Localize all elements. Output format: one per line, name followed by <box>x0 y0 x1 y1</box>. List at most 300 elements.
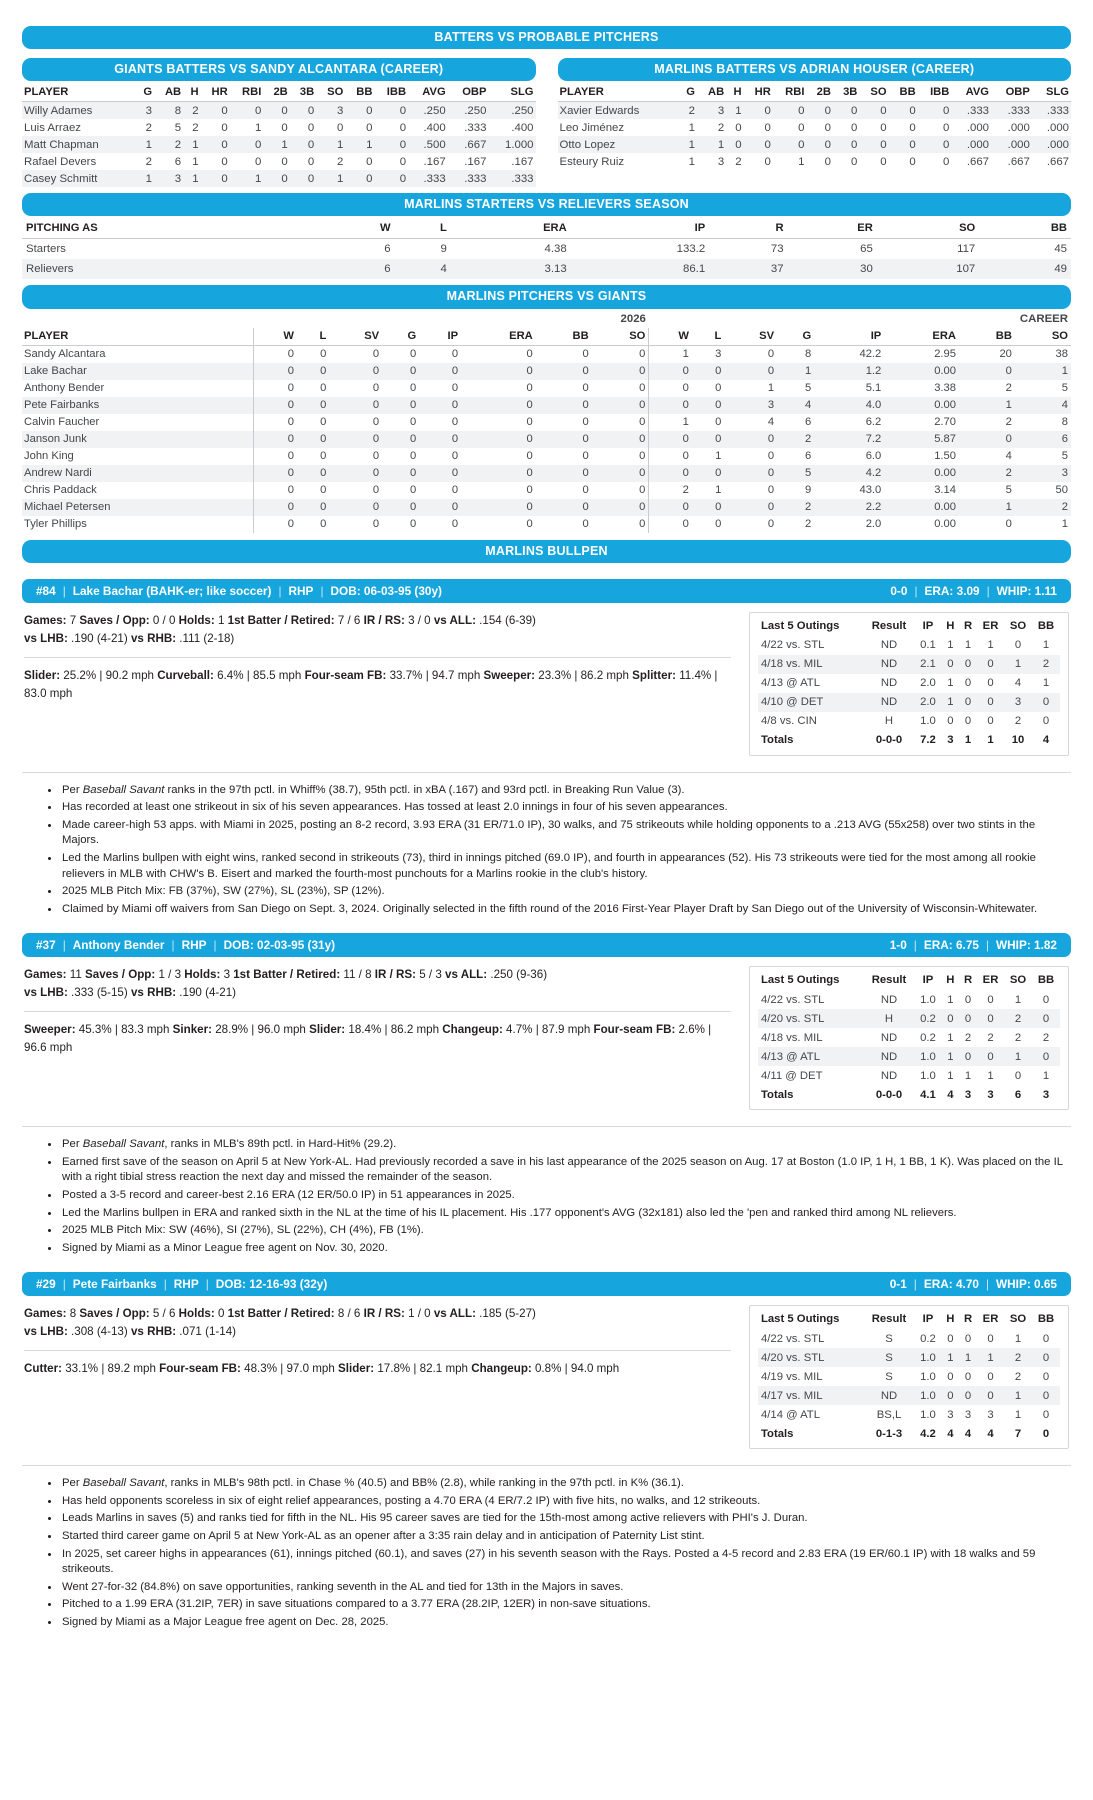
row-label: Esteury Ruiz <box>559 155 625 168</box>
player-note: • Pitched to a 1.99 ERA (31.2IP, 7ER) in save situations compared to a 3.77 ERA (28.2IP, 12ER) in non-save situations. <box>60 1597 1071 1613</box>
stat-cell: 2.95 <box>934 348 956 360</box>
stat-cell: 0 <box>880 138 887 151</box>
stat-cell: 0 <box>307 104 315 117</box>
stat-cell: 6 <box>804 416 812 428</box>
stat-cell: 0 <box>1042 993 1050 1006</box>
stat-cell: 3 <box>947 1408 954 1421</box>
column-header: ERA <box>932 330 956 342</box>
column-header: H <box>733 86 742 99</box>
table-row <box>22 380 1071 397</box>
stat-cell: 0.2 <box>920 1012 936 1025</box>
stat-cell: 0 <box>526 501 533 513</box>
stat-cell: 0 <box>851 121 858 134</box>
stat-cell: 0 <box>1005 433 1012 445</box>
column-header: SO <box>1009 1313 1027 1326</box>
stat-cell: 1 <box>987 1351 994 1364</box>
stat-cell: 5 <box>1005 484 1012 496</box>
column-header: SLG <box>510 86 534 99</box>
stat-cell: 1 <box>1005 501 1012 513</box>
row-label: 4/22 vs. STL <box>761 1332 825 1345</box>
stat-cell: 1 <box>798 155 805 168</box>
player-whip: WHIP: 1.82 <box>996 938 1057 953</box>
stat-cell: 0 <box>649 397 692 414</box>
column-header: AVG <box>965 86 989 99</box>
column-header: Result <box>871 619 907 632</box>
stat-cell: 0 <box>254 363 297 380</box>
stat-cell: 1.0 <box>920 1370 936 1383</box>
stat-cell: 0 <box>582 501 589 513</box>
stat-cell: 0 <box>987 658 994 671</box>
splits-line-primary: Games: 8 Saves / Opp: 5 / 6 Holds: 0 1st Batter / Retired: 8 / 6 IR / RS: 1 / 0 vs ALL: .185 (5-27) <box>24 1307 536 1321</box>
player-record: 1-0 <box>889 938 907 953</box>
stat-cell: 0 <box>320 382 327 394</box>
stat-cell: 0.00 <box>934 501 956 513</box>
stat-cell: 1 <box>688 121 695 134</box>
table-row <box>758 1028 1060 1047</box>
pitch-mix-line: Slider: 25.2% | 90.2 mph Curveball: 6.4% | 85.5 mph Four-seam FB: 33.7% | 94.7 mph Sweeper: 23.3% | 86.2 mph Splitter: 11.4% | 83.0 mph <box>24 668 718 700</box>
bullpen-player-cards <box>22 579 1071 1631</box>
row-label: 4/14 @ ATL <box>761 1408 820 1421</box>
table-header-row <box>758 616 1060 636</box>
stat-cell: 0 <box>947 715 954 728</box>
stat-cell: 0 <box>254 499 297 516</box>
stat-cell: 0 <box>639 433 646 445</box>
stat-cell: 0 <box>767 450 775 462</box>
marlins-batters-title: MARLINS BATTERS VS ADRIAN HOUSER (CAREER) <box>558 58 1072 81</box>
stat-cell: ND <box>880 677 898 690</box>
stat-cell: 0 <box>1042 1370 1050 1383</box>
column-header: 3B <box>843 86 858 99</box>
giants-batters-title: GIANTS BATTERS VS SANDY ALCANTARA (CAREER) <box>22 58 536 81</box>
stat-cell: 0 <box>909 104 916 117</box>
stat-cell: 0 <box>307 121 315 134</box>
table-row <box>22 414 1071 431</box>
table-header-row <box>758 970 1060 990</box>
stat-cell: 0 <box>254 465 297 482</box>
pitch-mix-line: Cutter: 33.1% | 89.2 mph Four-seam FB: 48.3% | 97.0 mph Slider: 17.8% | 82.1 mph Changeup: 0.8% | 94.0 mph <box>24 1362 620 1376</box>
stat-cell: 0 <box>320 467 327 479</box>
player-note: • Posted a 3-5 record and career-best 2.16 ERA (12 ER/50.0 IP) in 51 appearances in 2025. <box>60 1188 1071 1204</box>
stat-cell: 0 <box>649 516 692 533</box>
stat-cell: 6 <box>384 263 391 276</box>
stat-cell: 4.38 <box>544 243 567 256</box>
player-card-header <box>22 933 1071 957</box>
stat-cell: 5.1 <box>865 382 882 394</box>
stat-cell: 0 <box>715 501 722 513</box>
stat-cell: 0 <box>639 399 646 411</box>
stat-cell: 0 <box>909 121 916 134</box>
player-notes-list <box>60 783 1071 918</box>
stat-cell: 2 <box>336 155 344 168</box>
row-label: Xavier Edwards <box>559 104 640 117</box>
stat-cell: 0 <box>320 450 327 462</box>
stat-cell: 2 <box>1005 467 1012 479</box>
stat-cell: 0 <box>451 416 459 428</box>
stat-cell: 43.0 <box>859 484 882 496</box>
stat-cell: 0 <box>254 104 262 117</box>
row-label: Rafael Devers <box>24 155 97 168</box>
stat-cell: .250 <box>511 104 534 117</box>
stat-cell: 0 <box>735 121 742 134</box>
stat-cell: 0 <box>582 518 589 530</box>
stat-cell: 1 <box>964 1069 972 1082</box>
stat-cell: 3 <box>174 172 182 185</box>
column-header: IBB <box>930 86 950 99</box>
stat-cell: 1 <box>192 138 199 151</box>
stat-cell: 1 <box>192 172 199 185</box>
stat-cell: 3 <box>717 155 725 168</box>
totals-cell: 4 <box>1032 731 1060 750</box>
stat-cell: 0 <box>320 399 327 411</box>
player-note: • Signed by Miami as a Major League free agent on Dec. 28, 2025. <box>60 1615 1071 1631</box>
column-header: R <box>963 974 973 987</box>
player-splits <box>24 1305 731 1449</box>
stat-cell: 0 <box>582 382 589 394</box>
totals-cell: 3 <box>942 731 960 750</box>
column-header: Last 5 Outings <box>761 974 840 987</box>
outings-totals-row <box>758 1085 1060 1104</box>
stat-cell: BS,L <box>876 1408 902 1421</box>
stat-cell: 3 <box>145 104 153 117</box>
row-label: Relievers <box>26 263 74 276</box>
row-label: 4/18 vs. MIL <box>761 1031 823 1044</box>
player-card-body <box>22 603 1071 756</box>
stat-cell: .333 <box>966 104 989 117</box>
stat-cell: 1 <box>1042 1069 1050 1082</box>
stat-cell: 0 <box>582 433 589 445</box>
stat-cell: 0 <box>639 365 646 377</box>
table-row <box>758 712 1060 731</box>
column-header: ERA <box>509 330 533 342</box>
stat-cell: 2 <box>145 155 153 168</box>
stat-cell: 1 <box>804 365 812 377</box>
stat-cell: 2 <box>735 155 742 168</box>
column-header: SO <box>870 86 887 99</box>
stat-cell: 0 <box>1014 1069 1022 1082</box>
stat-cell: 0.2 <box>920 1332 936 1345</box>
stat-cell: 0 <box>851 138 858 151</box>
stat-cell: 0 <box>582 365 589 377</box>
stat-cell: 1 <box>717 138 725 151</box>
stat-cell: 0 <box>451 433 459 445</box>
table-row <box>758 1405 1060 1424</box>
table-row <box>758 1367 1060 1386</box>
row-label: Chris Paddack <box>24 484 97 496</box>
table-row <box>758 1386 1060 1405</box>
stat-cell: .167 <box>423 155 446 168</box>
stat-cell: 0 <box>526 348 533 360</box>
row-label: 4/18 vs. MIL <box>761 658 823 671</box>
divider: | <box>213 938 217 953</box>
row-label: Lake Bachar <box>24 365 87 377</box>
stat-cell: 1 <box>947 639 954 652</box>
totals-cell: 4.1 <box>914 1085 941 1104</box>
giants-batters-column <box>22 58 536 193</box>
player-era: ERA: 6.75 <box>923 938 979 953</box>
stat-cell: 0 <box>372 399 380 411</box>
player-record: 0-0 <box>890 583 908 598</box>
column-header: BB <box>1037 974 1055 987</box>
stat-cell: 1 <box>947 696 954 709</box>
totals-cell: 4 <box>977 1424 1004 1443</box>
stat-cell: 5 <box>804 382 812 394</box>
stat-cell: 0 <box>1042 1050 1050 1063</box>
spacer-cell <box>22 311 254 328</box>
stat-cell: 0 <box>320 518 327 530</box>
column-header: OBP <box>1005 86 1030 99</box>
stat-cell: 0 <box>1014 639 1022 652</box>
stat-cell: 0 <box>221 104 228 117</box>
row-label: 4/13 @ ATL <box>761 677 820 690</box>
totals-cell: 7 <box>1004 1424 1032 1443</box>
player-note: • Has recorded at least one strikeout in six of his seven appearances. Has tossed at least 2.0 innings in four of his seven appearances. <box>60 800 1071 816</box>
stat-cell: .333 <box>423 172 446 185</box>
stat-cell: 0 <box>451 382 459 394</box>
stat-cell: S <box>885 1332 893 1345</box>
table-row <box>22 397 1071 414</box>
starters-relievers-body <box>22 239 1071 280</box>
totals-cell: 0 <box>1032 1424 1060 1443</box>
stat-cell: 0 <box>639 518 646 530</box>
stat-cell: 9 <box>804 484 812 496</box>
stat-cell: 5.87 <box>934 433 956 445</box>
row-label: Anthony Bender <box>24 382 105 394</box>
player-dob: DOB: 12-16-93 (32y) <box>215 1277 328 1292</box>
table-row <box>758 655 1060 674</box>
stat-cell: 2 <box>1014 1370 1022 1383</box>
stat-cell: .667 <box>1007 155 1030 168</box>
stat-cell: 2.0 <box>920 677 936 690</box>
row-label: Casey Schmitt <box>24 172 98 185</box>
table-row <box>758 1009 1060 1028</box>
starters-relievers-title: MARLINS STARTERS VS RELIEVERS SEASON <box>22 193 1071 216</box>
stat-cell: 0 <box>987 715 994 728</box>
column-header: AB <box>707 86 725 99</box>
stat-cell: 0 <box>451 518 459 530</box>
stat-cell: 0 <box>399 155 407 168</box>
stat-cell: 1 <box>947 1031 954 1044</box>
stat-cell: 1 <box>947 1050 954 1063</box>
stat-cell: 65 <box>860 243 873 256</box>
player-name: Anthony Bender <box>72 938 165 953</box>
stat-cell: 0 <box>410 501 417 513</box>
last-5-outings-panel <box>749 966 1069 1110</box>
totals-cell: 6 <box>1004 1085 1032 1104</box>
column-header: G <box>802 330 812 342</box>
column-header: L <box>319 330 327 342</box>
stat-cell: 1 <box>1042 677 1050 690</box>
stat-cell: 0 <box>366 104 373 117</box>
stat-cell: 3 <box>767 399 775 411</box>
stat-cell: 7.2 <box>865 433 882 445</box>
table-row <box>558 136 1072 153</box>
table-row <box>758 1066 1060 1085</box>
stat-cell: 0 <box>281 121 288 134</box>
stat-cell: 0.00 <box>934 365 956 377</box>
stat-cell: 0 <box>366 155 373 168</box>
column-header: IBB <box>386 86 407 99</box>
stat-cell: 0 <box>582 467 589 479</box>
stat-cell: 0 <box>410 416 417 428</box>
player-note: • Per Baseball Savant, ranks in MLB's 89th pctl. in Hard-Hit% (29.2). <box>60 1137 1071 1153</box>
stat-cell: .333 <box>1007 104 1030 117</box>
stat-cell: 0 <box>1042 696 1050 709</box>
stat-cell: 0 <box>987 1332 994 1345</box>
table-row <box>558 153 1072 170</box>
stat-cell: 0 <box>715 518 722 530</box>
stat-cell: 0 <box>526 433 533 445</box>
column-header: SV <box>364 330 380 342</box>
stat-cell: 6 <box>174 155 182 168</box>
stat-cell: 2 <box>145 121 153 134</box>
column-header: PLAYER <box>559 86 604 99</box>
splits-line-handedness: vs LHB: .190 (4-21) vs RHB: .111 (2-18) <box>24 631 235 645</box>
stat-cell: 0 <box>221 172 228 185</box>
stat-cell: 0 <box>526 484 533 496</box>
row-label: Michael Petersen <box>24 501 111 513</box>
stat-cell: 0 <box>798 138 805 151</box>
player-note: • Per Baseball Savant ranks in the 97th pctl. in Whiff% (38.7), 95th pctl. in xBA (.167) and 93rd pctl. in Breaking Run Value (3). <box>60 783 1071 799</box>
outings-table <box>758 1309 1060 1443</box>
row-label: Sandy Alcantara <box>24 348 106 360</box>
table-row <box>22 482 1071 499</box>
outings-totals-row <box>758 1424 1060 1443</box>
stat-cell: 0 <box>221 138 228 151</box>
stat-cell: 0 <box>767 484 775 496</box>
stat-cell: 0 <box>1042 1012 1050 1025</box>
stat-cell: 0 <box>947 1012 954 1025</box>
stat-cell: 0 <box>1005 365 1012 377</box>
marlins-batters-table <box>558 83 1072 170</box>
stat-cell: 0 <box>254 138 262 151</box>
stat-cell: .000 <box>966 138 989 151</box>
player-note: • 2025 MLB Pitch Mix: FB (37%), SW (27%), SL (23%), SP (12%). <box>60 884 1071 900</box>
stat-cell: 0 <box>372 450 380 462</box>
stat-cell: 0 <box>399 172 407 185</box>
stat-cell: .333 <box>464 121 487 134</box>
divider <box>24 1011 731 1012</box>
totals-cell: 3 <box>1032 1085 1060 1104</box>
column-header: BB <box>356 86 373 99</box>
stat-cell: 30 <box>860 263 873 276</box>
stat-cell: 8 <box>174 104 182 117</box>
divider: | <box>985 1277 990 1292</box>
divider: | <box>205 1277 209 1292</box>
column-header: BB <box>899 86 916 99</box>
stat-cell: 0 <box>764 121 771 134</box>
stat-cell: 0 <box>649 363 692 380</box>
stat-cell: 0 <box>254 414 297 431</box>
stat-cell: 0 <box>254 431 297 448</box>
row-label: 4/22 vs. STL <box>761 993 825 1006</box>
table-row <box>758 990 1060 1009</box>
stat-cell: 0 <box>964 677 972 690</box>
row-label: Janson Junk <box>24 433 87 445</box>
player-note: • Started third career game on April 5 at New York-AL as an opener after a 3:35 rain delay and in anticipation of Paternity List stint. <box>60 1529 1071 1545</box>
stat-cell: 0 <box>320 365 327 377</box>
player-card-header <box>22 579 1071 603</box>
stat-cell: 4 <box>804 399 812 411</box>
stat-cell: 0 <box>943 155 950 168</box>
stat-cell: .400 <box>423 121 446 134</box>
stat-cell: 0.1 <box>920 639 936 652</box>
stat-cell: 0 <box>943 104 950 117</box>
table-row <box>758 636 1060 655</box>
stat-cell: .167 <box>464 155 487 168</box>
outings-table <box>758 970 1060 1104</box>
column-header: Last 5 Outings <box>761 619 840 632</box>
bullpen-title: MARLINS BULLPEN <box>22 540 1071 563</box>
stat-cell: 0 <box>1042 715 1050 728</box>
divider: | <box>171 938 175 953</box>
stat-cell: 3.14 <box>934 484 956 496</box>
stat-cell: 0 <box>320 484 327 496</box>
player-card <box>22 579 1071 918</box>
stat-cell: 0 <box>526 450 533 462</box>
stat-cell: 0 <box>281 172 288 185</box>
table-header-row <box>22 218 1071 239</box>
stat-cell: 0 <box>824 104 831 117</box>
batters-vs-probable-pitchers <box>22 58 1071 193</box>
column-header: SLG <box>1046 86 1069 99</box>
stat-cell: 0 <box>639 484 646 496</box>
stat-cell: 0 <box>526 416 533 428</box>
stat-cell: 0 <box>451 365 459 377</box>
stat-cell: 0 <box>582 416 589 428</box>
column-header: H <box>946 619 955 632</box>
stat-cell: 2 <box>1061 501 1068 513</box>
stat-cell: 0 <box>410 382 417 394</box>
player-splits <box>24 612 731 756</box>
stat-cell: 0 <box>451 467 459 479</box>
column-header: BB <box>1037 1313 1055 1326</box>
stat-cell: .667 <box>966 155 989 168</box>
stat-cell: 0 <box>649 431 692 448</box>
stat-cell: 1.0 <box>920 1351 936 1364</box>
row-label: 4/10 @ DET <box>761 696 824 709</box>
column-header: R <box>775 222 784 235</box>
column-header: IP <box>922 974 934 987</box>
stat-cell: 0 <box>372 365 380 377</box>
stat-cell: S <box>885 1351 893 1364</box>
stat-cell: 1 <box>715 484 722 496</box>
stat-cell: 0 <box>372 518 380 530</box>
table-header-row <box>22 328 1071 346</box>
stat-cell: 2 <box>1005 382 1012 394</box>
stat-cell: 1 <box>688 155 695 168</box>
stat-cell: 3 <box>964 1408 972 1421</box>
stat-cell: .333 <box>1046 104 1069 117</box>
stat-cell: 2.0 <box>865 518 882 530</box>
stat-cell: 0 <box>798 104 805 117</box>
stat-cell: 6 <box>804 450 812 462</box>
stat-cell: 1 <box>947 1069 954 1082</box>
stat-cell: 0 <box>880 155 887 168</box>
stat-cell: 0 <box>715 416 722 428</box>
pitch-mix-line: Sweeper: 45.3% | 83.3 mph Sinker: 28.9% | 96.0 mph Slider: 18.4% | 86.2 mph Changeup: 4.7% | 87.9 mph Four-seam FB: 2.6% | 96.6 mph <box>24 1023 712 1055</box>
player-name: Lake Bachar (BAHK-er; like soccer) <box>72 583 272 598</box>
stat-cell: 117 <box>957 243 976 256</box>
stat-cell: 6 <box>1061 433 1068 445</box>
stat-cell: 0 <box>649 465 692 482</box>
stat-cell: 0 <box>372 382 380 394</box>
stat-cell: 1.0 <box>920 1050 936 1063</box>
stat-cell: 0 <box>1042 1389 1050 1402</box>
stat-cell: 0 <box>451 348 459 360</box>
stat-cell: 0 <box>410 433 417 445</box>
stat-cell: 0 <box>526 399 533 411</box>
totals-cell: 10 <box>1004 731 1032 750</box>
